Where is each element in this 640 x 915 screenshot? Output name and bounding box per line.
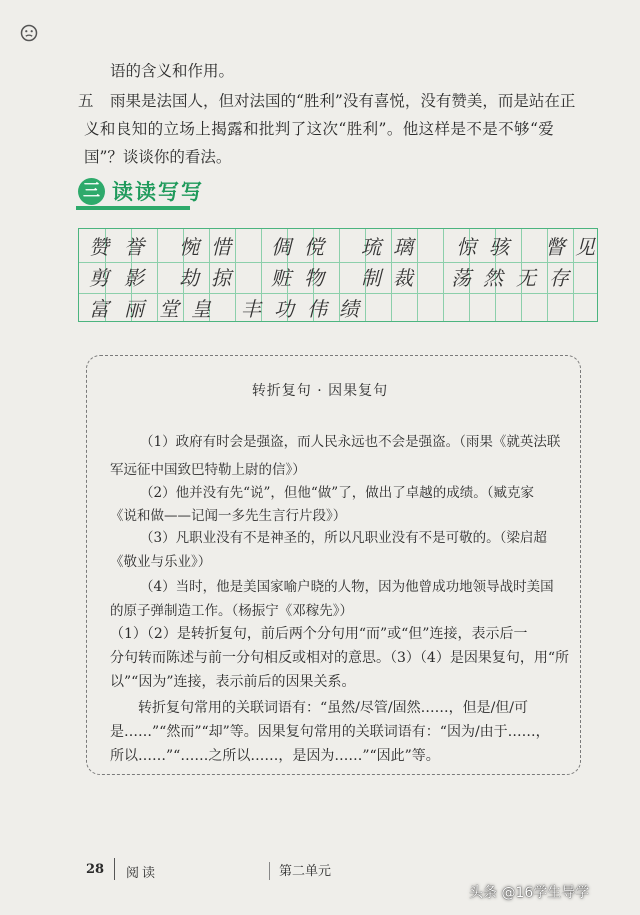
explanation-line: 是……”“然而”“却”等。因果复句常用的关联词语有：“因为/由于……，	[110, 724, 550, 740]
vocab-char: 璃	[393, 235, 413, 259]
vocab-char: 荡	[451, 266, 471, 290]
grid-line	[443, 229, 444, 321]
vocab-char: 制	[361, 266, 381, 290]
example-line: 《敬业与乐业》）	[110, 554, 212, 570]
grid-line	[417, 229, 418, 321]
grid-line	[391, 229, 392, 321]
vocab-char: 骇	[489, 235, 509, 259]
vocab-char: 裁	[393, 266, 413, 290]
footer-unit: 第二单元	[279, 864, 332, 879]
vocab-char: 惋	[179, 235, 199, 259]
vocab-char: 见	[575, 235, 595, 259]
explanation-line: 所以……”“……之所以……，是因为……”“因此”等。	[110, 748, 440, 764]
grid-line	[157, 229, 158, 321]
vocab-char: 赃	[271, 266, 291, 290]
example-line: （2）他并没有先“说”，但他“做”了，做出了卓越的成绩。（臧克家	[140, 485, 534, 501]
vocab-char: 物	[304, 266, 324, 290]
vocab-char: 赞	[89, 235, 109, 259]
example-line: 《说和做——记闻一多先生言行片段》）	[110, 508, 347, 524]
section-underline	[76, 206, 190, 210]
question-line: 雨果是法国人，但对法国的“胜利”没有喜悦，没有赞美，而是站在正	[110, 92, 576, 110]
vocab-char: 倜	[271, 235, 291, 259]
section-title: 读读写写	[112, 180, 204, 204]
question-number: 五	[78, 92, 94, 110]
vocab-char: 掠	[211, 266, 231, 290]
page-number: 28	[86, 862, 105, 877]
vocab-char: 富	[89, 297, 109, 321]
explanation-line: 以”“因为”连接，表示前后的因果关系。	[110, 674, 356, 690]
question-line: 义和良知的立场上揭露和批判了这次“胜利”。他这样是不是不够“爱	[84, 120, 555, 138]
vocab-char: 伟	[307, 297, 327, 321]
vocab-char: 功	[274, 297, 294, 321]
section-badge: 三	[78, 178, 105, 205]
vocab-char: 誉	[124, 235, 144, 259]
vocab-char: 劫	[179, 266, 199, 290]
example-line: （1）政府有时会是强盗，而人民永远也不会是强盗。（雨果《就英法联	[140, 434, 561, 450]
vocab-char: 剪	[89, 266, 109, 290]
vocab-char: 然	[483, 266, 503, 290]
vocab-char: 皇	[191, 297, 211, 321]
explanation-line: 转折复句常用的关联词语有：“虽然/尽管/固然……，但是/但/可	[138, 700, 529, 716]
question-line: 国”？谈谈你的看法。	[84, 148, 232, 166]
vocab-char: 绩	[339, 297, 359, 321]
footer-label: 阅读	[126, 866, 159, 881]
vocab-char: 存	[549, 266, 569, 290]
question-line: 语的含义和作用。	[110, 62, 235, 80]
grammar-box-title: 转折复句 · 因果复句	[251, 383, 389, 399]
vocab-char: 琉	[361, 235, 381, 259]
vocabulary-grid	[78, 228, 598, 322]
grid-line	[235, 229, 236, 321]
vocab-char: 惊	[456, 235, 476, 259]
example-line: （3）凡职业没有不是神圣的，所以凡职业没有不是可敬的。（梁启超	[140, 530, 547, 546]
vocab-char: 丰	[241, 297, 261, 321]
vocab-char: 影	[124, 266, 144, 290]
vocab-char: 瞥	[545, 235, 565, 259]
vocab-char: 丽	[124, 297, 144, 321]
vocab-char: 无	[516, 266, 536, 290]
explanation-line: （1）（2）是转折复句，前后两个分句用“而”或“但”连接，表示后一	[110, 626, 528, 642]
explanation-line: 分句转而陈述与前一分句相反或相对的意思。（3）（4）是因果复句，用“所	[110, 650, 569, 666]
smiley-icon	[20, 24, 38, 42]
grid-line	[261, 229, 262, 321]
footer-divider	[269, 862, 270, 880]
example-line: 的原子弹制造工作。（杨振宁《邓稼先》）	[110, 603, 353, 619]
footer-divider	[114, 858, 115, 880]
grid-line	[573, 229, 574, 321]
vocab-char: 堂	[159, 297, 179, 321]
example-line: 军远征中国致巴特勒上尉的信》）	[110, 462, 306, 478]
watermark: 头条 @16学生导学	[469, 885, 590, 901]
vocab-char: 惜	[211, 235, 231, 259]
example-line: （4）当时，他是美国家喻户晓的人物，因为他曾成功地领导战时美国	[140, 579, 554, 595]
vocab-char: 傥	[304, 235, 324, 259]
